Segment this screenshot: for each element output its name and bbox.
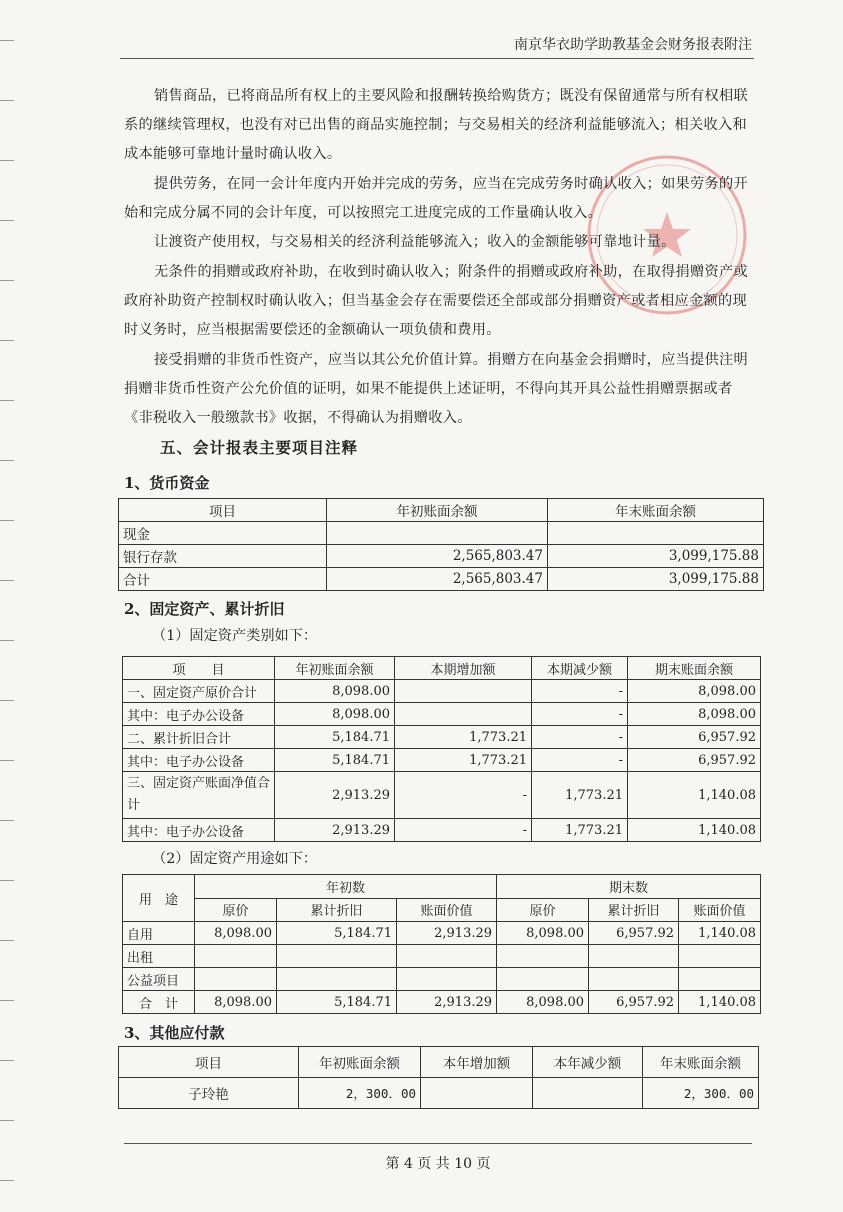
table-cell: 5,184.71 xyxy=(275,749,395,772)
column-group-header: 期末数 xyxy=(497,875,761,899)
table-cell: 2,913.29 xyxy=(275,819,395,842)
paragraph-donations: 无条件的捐赠或政府补助，在收到时确认收入；附条件的捐赠或政府补助，在取得捐赠资产或政府补助资产控制权时确认收入；但当基金会存在需要偿还全部或部分捐赠资产或者相应金额的现时义务时，应当根据需要偿还的金额确认一项负债和费用。 xyxy=(124,264,748,338)
table-row xyxy=(123,703,761,726)
table-row xyxy=(123,968,761,991)
table-cell: 2,913.29 xyxy=(397,991,497,1014)
table-cell: 自用 xyxy=(123,922,195,945)
table-cell: 公益项目 xyxy=(123,968,195,991)
table-cell: 1,773.21 xyxy=(395,726,532,749)
table-cell: 其中：电子办公设备 xyxy=(123,819,275,842)
column-group-header: 年初数 xyxy=(195,875,497,899)
column-header: 期末账面余额 xyxy=(628,657,761,680)
table-cell xyxy=(497,968,589,991)
table-row xyxy=(123,772,761,819)
table-cell xyxy=(327,522,548,545)
table-cell: - xyxy=(395,772,532,819)
other-payables-table xyxy=(118,1046,759,1109)
table-cell: 子玲艳 xyxy=(119,1078,299,1109)
table-cell: 1,773.21 xyxy=(532,819,628,842)
section-title: 五、会计报表主要项目注释 xyxy=(160,438,359,457)
table-header-row xyxy=(123,875,761,899)
table-cell: 其中：电子办公设备 xyxy=(123,749,275,772)
table-cell: - xyxy=(532,680,628,703)
column-header: 年末账面余额 xyxy=(643,1047,759,1078)
table-cell: 8,098.00 xyxy=(275,680,395,703)
table-cell xyxy=(277,945,397,968)
column-header: 本期减少额 xyxy=(532,657,628,680)
table-cell: 银行存款 xyxy=(119,545,327,568)
column-header: 项目 xyxy=(119,1047,299,1078)
table-row xyxy=(119,522,764,545)
table-row xyxy=(123,945,761,968)
column-header: 账面价值 xyxy=(397,898,497,922)
paragraph-noncash: 接受捐赠的非货币性资产，应当以其公允价值计算。捐赠方在向基金会捐赠时，应当提供注明捐赠非货币性资产公允价值的证明，如果不能提供上述证明，不得向其开具公益性捐赠票据或者《非税收入一般缴款书》收据，不得确认为捐赠收入。 xyxy=(124,352,748,426)
table-cell: 合计 xyxy=(119,568,327,591)
table-cell: - xyxy=(532,726,628,749)
column-header: 年初账面余额 xyxy=(275,657,395,680)
table-cell xyxy=(397,968,497,991)
table-header-row xyxy=(119,499,764,522)
table-row xyxy=(123,749,761,772)
other-payables-heading: 3、其他应付款 xyxy=(124,1024,225,1042)
table-cell xyxy=(548,522,764,545)
table-header-row xyxy=(119,1047,759,1078)
column-header: 年初账面余额 xyxy=(299,1047,421,1078)
fixed-assets-category-caption: （1）固定资产类别如下： xyxy=(152,628,318,644)
page-number: 第 4 页 共 10 页 xyxy=(385,1156,491,1172)
binding-marks xyxy=(0,40,16,1200)
table-cell: 出租 xyxy=(123,945,195,968)
header-divider xyxy=(120,58,754,59)
table-cell: 1,773.21 xyxy=(395,749,532,772)
table-cell xyxy=(277,968,397,991)
footer-divider xyxy=(124,1143,752,1144)
table-header-row xyxy=(123,898,761,922)
table-cell: 8,098.00 xyxy=(628,703,761,726)
table-cell: 2,913.29 xyxy=(397,922,497,945)
table-cell: 6,957.92 xyxy=(589,991,679,1014)
table-cell: 现金 xyxy=(119,522,327,545)
table-header-row xyxy=(123,657,761,680)
fixed-assets-category-table xyxy=(122,656,761,842)
table-row xyxy=(119,1078,759,1109)
table-cell xyxy=(589,968,679,991)
table-cell: 3,099,175.88 xyxy=(548,545,764,568)
table-row xyxy=(119,568,764,591)
table-cell xyxy=(679,945,761,968)
table-cell: 6,957.92 xyxy=(628,726,761,749)
table-cell: 5,184.71 xyxy=(275,726,395,749)
table-cell: 8,098.00 xyxy=(195,991,277,1014)
table-row xyxy=(123,726,761,749)
table-cell: - xyxy=(532,749,628,772)
fixed-assets-usage-caption: （2）固定资产用途如下： xyxy=(152,851,318,867)
table-cell xyxy=(195,968,277,991)
column-header: 项 目 xyxy=(123,657,275,680)
column-header: 累计折旧 xyxy=(589,898,679,922)
column-header: 累计折旧 xyxy=(277,898,397,922)
column-header: 原价 xyxy=(497,898,589,922)
cash-table xyxy=(118,498,764,591)
table-cell: 8,098.00 xyxy=(497,922,589,945)
table-cell: 1,140.08 xyxy=(628,772,761,819)
table-cell xyxy=(195,945,277,968)
table-cell xyxy=(589,945,679,968)
paragraph-sales: 销售商品，已将商品所有权上的主要风险和报酬转换给购货方；既没有保留通常与所有权相联系的继续管理权，也没有对已出售的商品实施控制；与交易相关的经济利益能够流入；相关收入和成本能够可靠地计量时确认收入。 xyxy=(124,88,748,162)
table-cell: 6,957.92 xyxy=(589,922,679,945)
table-cell xyxy=(395,680,532,703)
column-header: 用 途 xyxy=(123,875,195,922)
table-cell: 3,099,175.88 xyxy=(548,568,764,591)
column-header: 原价 xyxy=(195,898,277,922)
table-cell xyxy=(395,703,532,726)
table-cell: 一、固定资产原价合计 xyxy=(123,680,275,703)
table-row xyxy=(123,819,761,842)
table-cell: 8,098.00 xyxy=(275,703,395,726)
table-cell: 2，300．00 xyxy=(643,1078,759,1109)
table-cell: 三、固定资产账面净值合计 xyxy=(123,772,275,819)
table-cell xyxy=(497,945,589,968)
column-header: 账面价值 xyxy=(679,898,761,922)
table-cell: 8,098.00 xyxy=(497,991,589,1014)
table-row xyxy=(123,680,761,703)
table-cell: - xyxy=(532,703,628,726)
table-row xyxy=(123,991,761,1014)
fixed-assets-usage-table xyxy=(122,874,761,1014)
table-cell: 2,565,803.47 xyxy=(327,545,548,568)
table-cell: - xyxy=(395,819,532,842)
cash-heading: 1、货币资金 xyxy=(124,474,210,492)
column-header: 本年减少额 xyxy=(533,1047,643,1078)
table-cell: 8,098.00 xyxy=(628,680,761,703)
table-cell: 1,140.08 xyxy=(679,991,761,1014)
table-cell xyxy=(421,1078,533,1109)
table-row xyxy=(123,922,761,945)
table-cell: 二、累计折旧合计 xyxy=(123,726,275,749)
table-cell: 2，300．00 xyxy=(299,1078,421,1109)
column-header: 年末账面余额 xyxy=(548,499,764,522)
table-cell xyxy=(397,945,497,968)
table-cell: 1,773.21 xyxy=(532,772,628,819)
paragraph-asset-use: 让渡资产使用权，与交易相关的经济利益能够流入；收入的金额能够可靠地计量。 xyxy=(154,234,676,250)
fixed-assets-heading: 2、固定资产、累计折旧 xyxy=(124,600,285,618)
table-cell: 8,098.00 xyxy=(195,922,277,945)
table-cell xyxy=(679,968,761,991)
table-cell: 合 计 xyxy=(123,991,195,1014)
table-cell: 其中：电子办公设备 xyxy=(123,703,275,726)
table-row xyxy=(119,545,764,568)
paragraph-services: 提供劳务，在同一会计年度内开始并完成的劳务，应当在完成劳务时确认收入；如果劳务的开始和完成分属不同的会计年度，可以按照完工进度完成的工作量确认收入。 xyxy=(124,176,748,221)
table-cell: 1,140.08 xyxy=(679,922,761,945)
table-cell xyxy=(533,1078,643,1109)
report-header: 南京华衣助学助教基金会财务报表附注 xyxy=(514,37,752,53)
table-cell: 6,957.92 xyxy=(628,749,761,772)
table-cell: 2,913.29 xyxy=(275,772,395,819)
column-header: 项目 xyxy=(119,499,327,522)
column-header: 本期增加额 xyxy=(395,657,532,680)
table-cell: 5,184.71 xyxy=(277,922,397,945)
table-cell: 5,184.71 xyxy=(277,991,397,1014)
column-header: 年初账面余额 xyxy=(327,499,548,522)
column-header: 本年增加额 xyxy=(421,1047,533,1078)
table-cell: 1,140.08 xyxy=(628,819,761,842)
table-cell: 2,565,803.47 xyxy=(327,568,548,591)
